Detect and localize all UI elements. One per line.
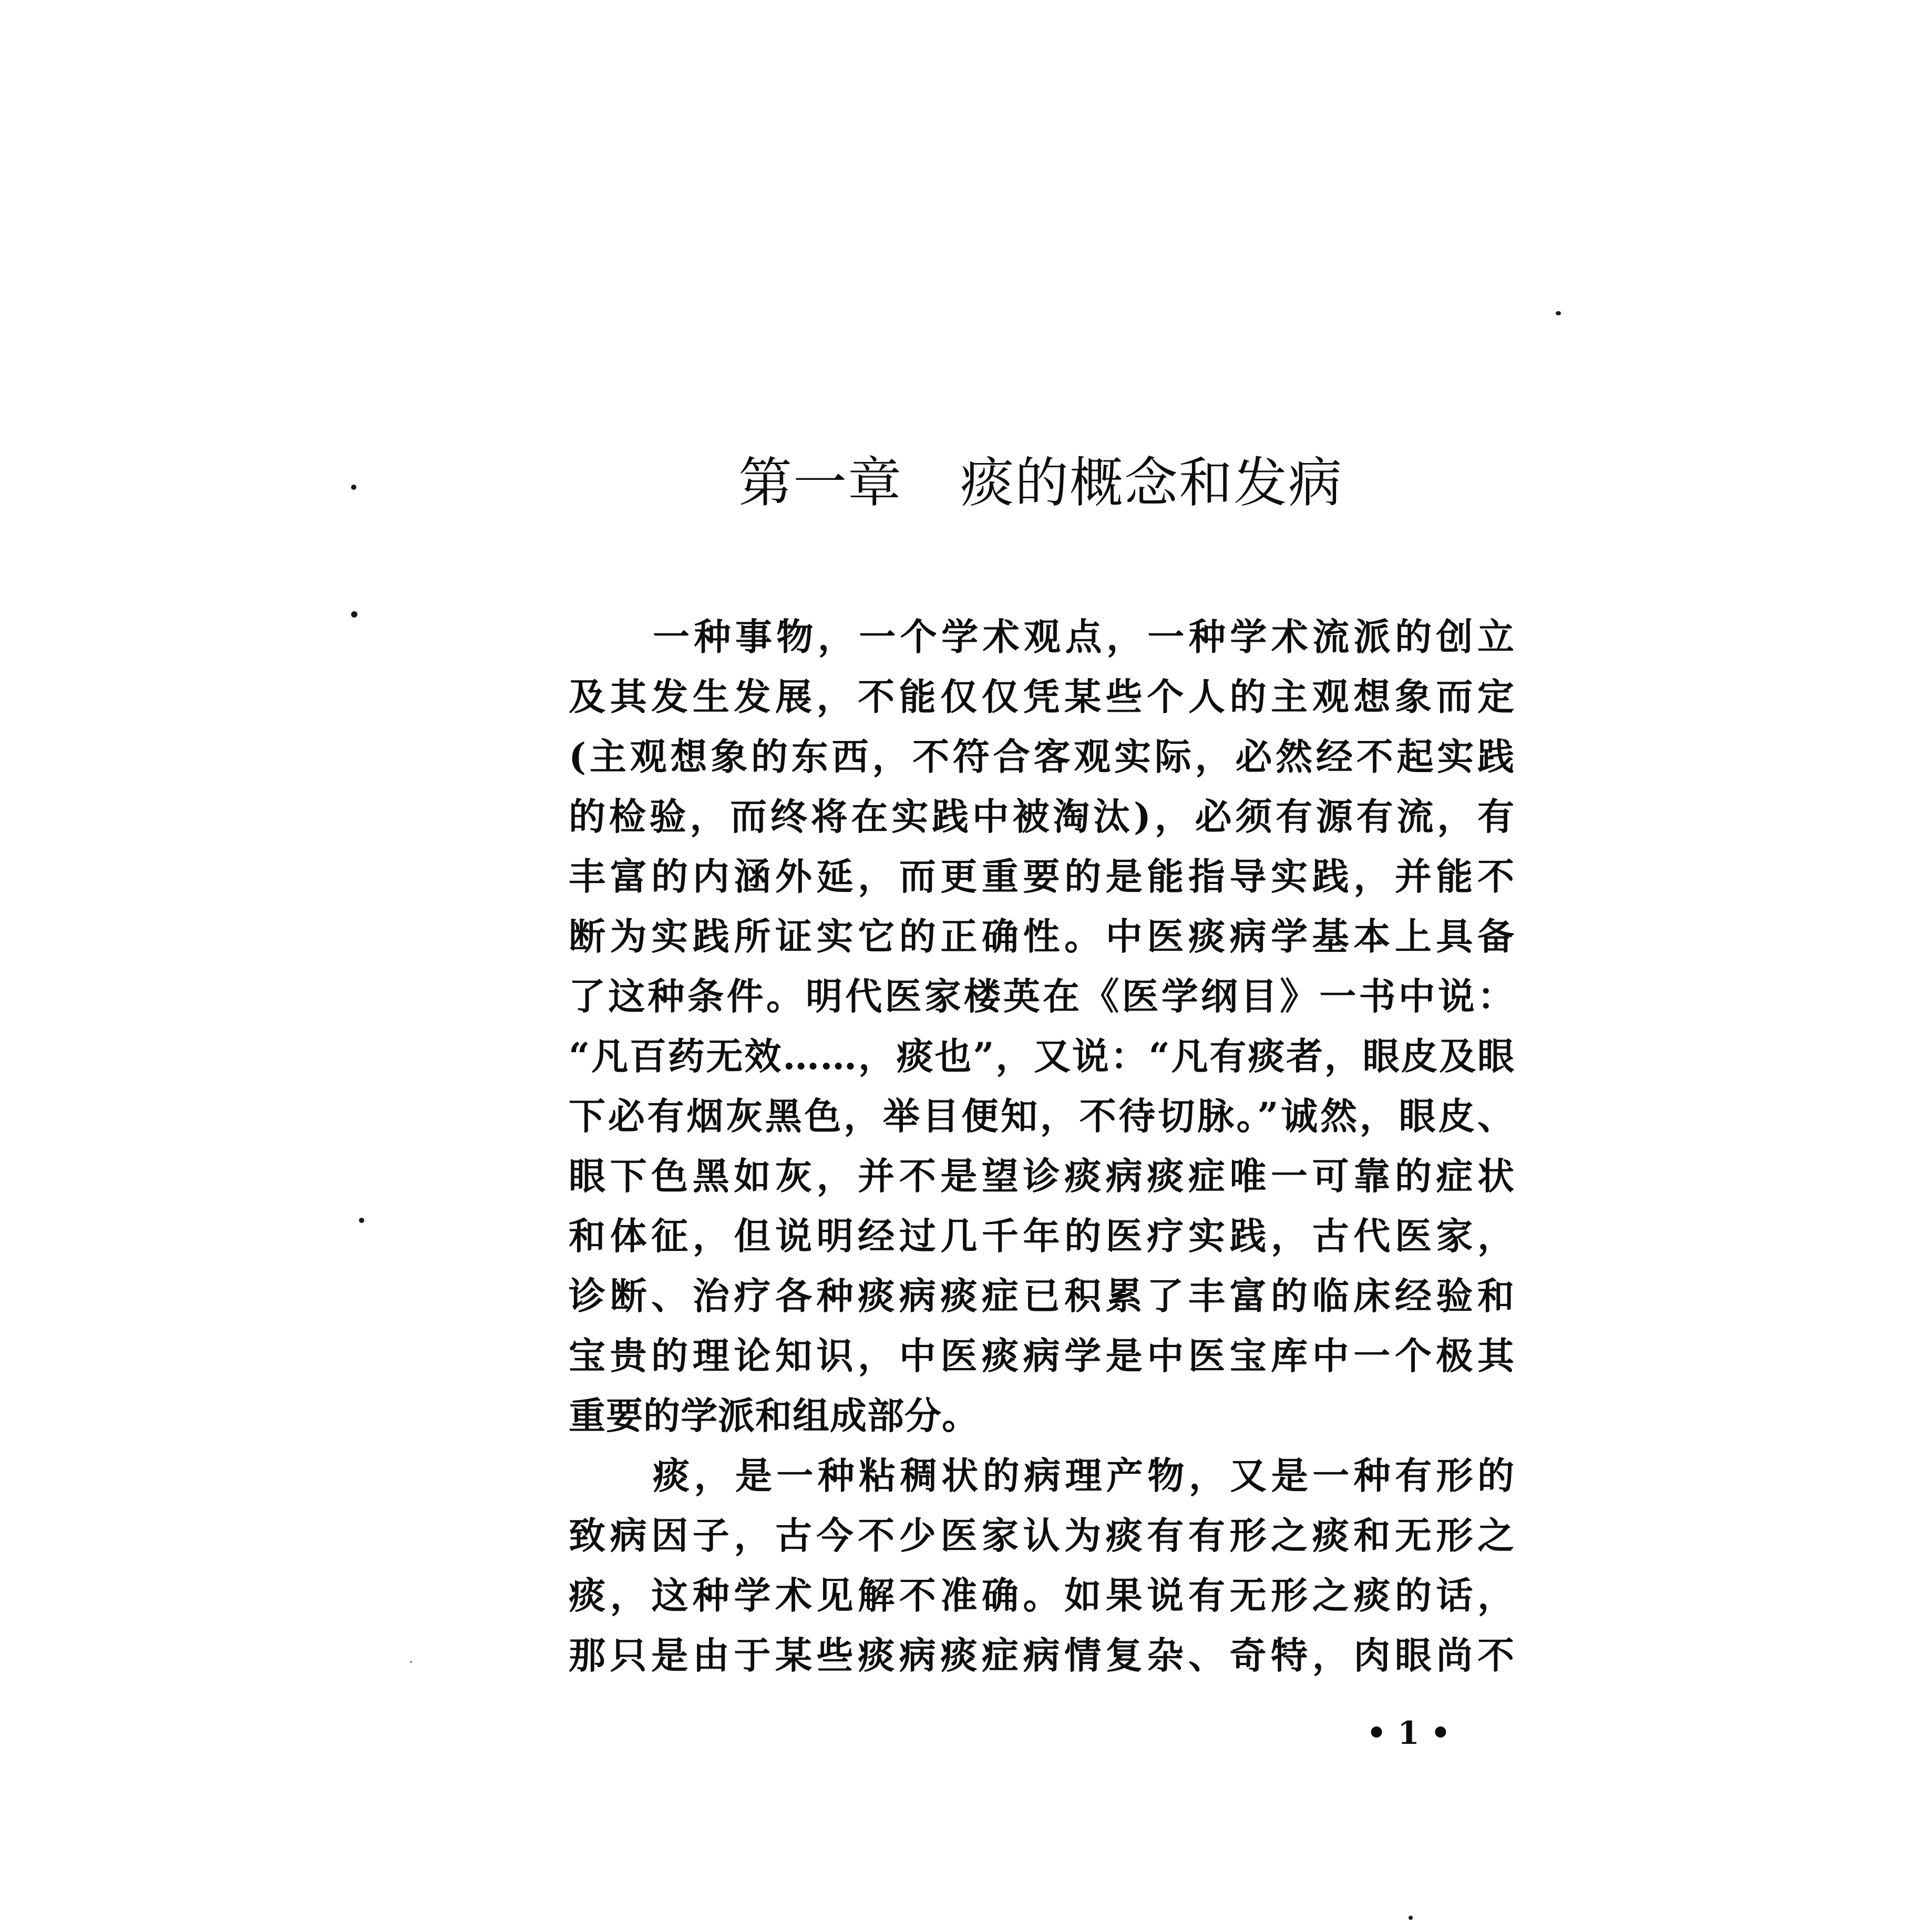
chapter-number: 第一章 (738, 452, 902, 515)
text-line: 丰富的内涵外延，而更重要的是能指导实践，并能不 (569, 855, 1515, 898)
text-line: 了这种条件。明代医家楼英在《医学纲目》一书中说： (569, 974, 1515, 1018)
scan-speck (359, 1218, 364, 1223)
scan-speck (410, 1661, 412, 1663)
text-line: 眼下色黑如灰，并不是望诊痰病痰症唯一可靠的症状 (569, 1154, 1515, 1198)
scan-speck (351, 485, 356, 490)
text-line: 的检验，而终将在实践中被淘汰)，必须有源有流，有 (569, 795, 1515, 838)
text-line: 宝贵的理论知识，中医痰病学是中医宝库中一个极其 (569, 1334, 1515, 1378)
text-line: (主观想象的东西，不符合客观实际，必然经不起实践 (569, 735, 1515, 778)
text-line: 和体征，但说明经过几千年的医疗实践，古代医家， (569, 1214, 1515, 1258)
body-text (569, 607, 1515, 1686)
text-line: 致病因子，古今不少医家认为痰有有形之痰和无形之 (569, 1514, 1515, 1557)
text-line: 痰，这种学术见解不准确。如果说有无形之痰的话， (569, 1574, 1515, 1617)
scan-speck (1409, 1916, 1413, 1920)
text-line: 一种事物，一个学术观点，一种学术流派的创立 (653, 615, 1515, 659)
chapter-title: 痰的概念和发病 (960, 452, 1343, 515)
chapter-heading (738, 449, 1369, 518)
scan-speck (351, 611, 357, 618)
text-line: 诊断、治疗各种痰病痰症已积累了丰富的临床经验和 (569, 1274, 1515, 1318)
text-line: 及其发生发展，不能仅仅凭某些个人的主观想象而定 (569, 675, 1515, 718)
paragraph (569, 1446, 1515, 1686)
text-line: 下必有烟灰黑色，举目便知，不待切脉。”诚然，眼皮、 (569, 1094, 1515, 1138)
text-line: 重要的学派和组成部分。 (569, 1394, 979, 1437)
text-line: 痰，是一种粘稠状的病理产物，又是一种有形的 (653, 1454, 1515, 1497)
text-line: “凡百药无效……，痰也”，又说：“凡有痰者，眼皮及眼 (569, 1034, 1515, 1078)
text-line: 断为实践所证实它的正确性。中医痰病学基本上具备 (569, 914, 1515, 958)
page-number: • 1 • (1366, 1715, 1451, 1752)
paragraph (569, 607, 1515, 1446)
text-line: 那只是由于某些痰病痰症病情复杂、奇特，肉眼尚不 (569, 1633, 1515, 1677)
scan-speck (1556, 311, 1561, 315)
